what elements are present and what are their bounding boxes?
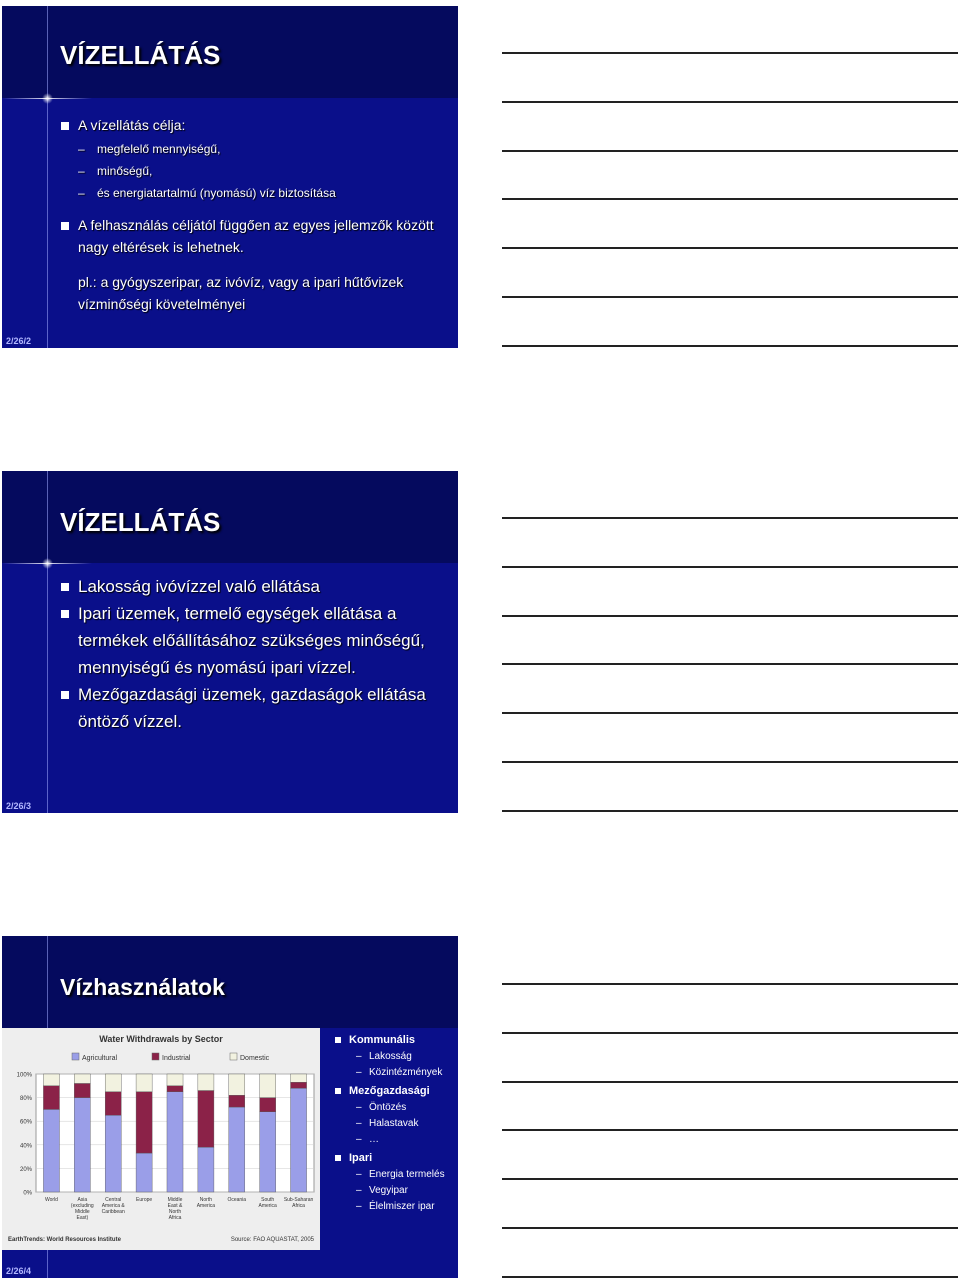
slide-title: VÍZELLÁTÁS bbox=[60, 40, 221, 70]
chart-title: Water Withdrawals by Sector bbox=[99, 1034, 223, 1044]
y-tick-label: 80% bbox=[19, 1096, 32, 1103]
usage-item: Mezőgazdasági – Öntözés – Halastavak – … bbox=[335, 1083, 445, 1148]
note-line bbox=[502, 663, 958, 665]
usage-sub-item: – Energia termelés bbox=[349, 1167, 445, 1183]
usage-sub-list bbox=[349, 1049, 445, 1081]
bar-segment-agricultural bbox=[74, 1098, 90, 1192]
bar-segment-domestic bbox=[198, 1074, 214, 1091]
x-tick-label: South America bbox=[258, 1197, 277, 1209]
y-tick-label: 0% bbox=[23, 1190, 32, 1197]
usage-item: Ipari – Energia termelés – Vegyipar – Élelmiszer ipar bbox=[335, 1150, 445, 1215]
bar-segment-agricultural bbox=[291, 1088, 307, 1192]
bar-segment-agricultural bbox=[43, 1109, 59, 1192]
note-line bbox=[502, 1227, 958, 1229]
bullet-item: A felhasználás céljától függően az egyes jellemzők között nagy eltérések is lehetnek. pl.: a gyógyszeripar, az ivóvíz, vagy a ipari hűtővizek vízminőségi követelményei bbox=[60, 214, 440, 315]
note-line bbox=[502, 247, 958, 249]
usage-sub-list bbox=[349, 1167, 445, 1215]
bar-segment-agricultural bbox=[260, 1112, 276, 1192]
note-line bbox=[502, 345, 958, 347]
bullet-list bbox=[60, 114, 440, 315]
note-line bbox=[502, 150, 958, 152]
note-line bbox=[502, 615, 958, 617]
usage-list bbox=[335, 1032, 445, 1217]
usage-sub-item: – Öntözés bbox=[349, 1100, 445, 1116]
note-line bbox=[502, 810, 958, 812]
sub-item: – minőségű, bbox=[78, 160, 440, 182]
chart-svg bbox=[2, 1028, 320, 1250]
bar-segment-agricultural bbox=[105, 1115, 121, 1192]
sparkle-icon bbox=[42, 93, 53, 104]
y-tick-label: 100% bbox=[16, 1072, 32, 1079]
note-line bbox=[502, 1129, 958, 1131]
bullet-list bbox=[60, 573, 440, 735]
slide-title: Vízhasználatok bbox=[60, 974, 225, 1000]
y-tick-label: 20% bbox=[19, 1166, 32, 1173]
bullet-item: Lakosság ivóvízzel való ellátása bbox=[60, 573, 440, 600]
bar-segment-agricultural bbox=[167, 1092, 183, 1192]
bar-segment-domestic bbox=[74, 1074, 90, 1083]
note-line bbox=[502, 101, 958, 103]
bar-segment-industrial bbox=[43, 1086, 59, 1110]
x-tick-label: Sub-Saharan Africa bbox=[283, 1197, 314, 1209]
note-line bbox=[502, 52, 958, 54]
bullet-item: Mezőgazdasági üzemek, gazdaságok ellátása öntöző vízzel. bbox=[60, 681, 440, 735]
bar-segment-industrial bbox=[105, 1092, 121, 1116]
note-line bbox=[502, 712, 958, 714]
slide-footer: 2/26/2 bbox=[6, 336, 32, 346]
bar-segment-industrial bbox=[74, 1083, 90, 1097]
chart-source: Source: FAO AQUASTAT, 2005 bbox=[230, 1237, 314, 1243]
legend-label: Agricultural bbox=[82, 1055, 118, 1062]
note-line bbox=[502, 1032, 958, 1034]
x-tick-label: World bbox=[44, 1197, 58, 1203]
x-tick-label: Middle East & North Africa bbox=[167, 1197, 183, 1221]
slide-footer: 2/26/3 bbox=[6, 801, 32, 811]
bar-segment-domestic bbox=[105, 1074, 121, 1092]
bar-segment-domestic bbox=[260, 1074, 276, 1098]
bar-segment-domestic bbox=[43, 1074, 59, 1086]
x-tick-label: Oceania bbox=[227, 1197, 247, 1203]
note-line bbox=[502, 517, 958, 519]
slide-1 bbox=[2, 6, 458, 348]
bar-segment-industrial bbox=[198, 1091, 214, 1148]
note-line bbox=[502, 566, 958, 568]
legend-swatch bbox=[152, 1053, 159, 1060]
sub-item: – megfelelő mennyiségű, bbox=[78, 138, 440, 160]
usage-item: Kommunális – Lakosság – Közintézmények bbox=[335, 1032, 445, 1081]
bar-segment-industrial bbox=[291, 1082, 307, 1088]
bullet-item: Ipari üzemek, termelő egységek ellátása a termékek előállításához szükséges minőségű, mennyiségű és nyomású ipari vízzel. bbox=[60, 600, 440, 681]
usage-sub-item: – Lakosság bbox=[349, 1049, 445, 1065]
note-line bbox=[502, 983, 958, 985]
bullet-item: A vízellátás célja: – megfelelő mennyiségű, – minőségű, – és energiatartalmú (nyomású) víz biztosítása bbox=[60, 114, 440, 204]
slide-2 bbox=[2, 471, 458, 813]
legend-swatch bbox=[230, 1053, 237, 1060]
bar-segment-domestic bbox=[167, 1074, 183, 1086]
y-tick-label: 40% bbox=[19, 1143, 32, 1150]
sub-list bbox=[78, 138, 440, 204]
slide-footer: 2/26/4 bbox=[6, 1266, 32, 1276]
bar-segment-industrial bbox=[167, 1086, 183, 1092]
bar-segment-domestic bbox=[291, 1074, 307, 1082]
note-line bbox=[502, 1178, 958, 1180]
example-text: pl.: a gyógyszeripar, az ivóvíz, vagy a ipari hűtővizek vízminőségi követelményei bbox=[78, 274, 404, 312]
slide-title: VÍZELLÁTÁS bbox=[60, 507, 221, 537]
usage-sub-item: – Halastavak bbox=[349, 1116, 445, 1132]
water-withdrawals-chart bbox=[2, 1028, 320, 1250]
y-tick-label: 60% bbox=[19, 1119, 32, 1126]
legend-label: Domestic bbox=[240, 1055, 270, 1062]
usage-sub-item: – Vegyipar bbox=[349, 1183, 445, 1199]
bar-segment-agricultural bbox=[198, 1147, 214, 1192]
bar-segment-domestic bbox=[136, 1074, 152, 1092]
x-tick-label: North America bbox=[196, 1197, 216, 1209]
bar-segment-industrial bbox=[229, 1095, 245, 1107]
legend-swatch bbox=[72, 1053, 79, 1060]
note-line bbox=[502, 761, 958, 763]
bar-segment-industrial bbox=[260, 1098, 276, 1112]
bar-segment-agricultural bbox=[229, 1107, 245, 1192]
x-tick-label: Asia (excluding Middle East) bbox=[70, 1197, 94, 1221]
note-line bbox=[502, 198, 958, 200]
note-line bbox=[502, 1276, 958, 1278]
slide-3 bbox=[2, 936, 458, 1278]
legend-label: Industrial bbox=[162, 1055, 191, 1062]
note-line bbox=[502, 296, 958, 298]
sub-item: – és energiatartalmú (nyomású) víz biztosítása bbox=[78, 182, 440, 204]
usage-sub-item: – Élelmiszer ipar bbox=[349, 1199, 445, 1215]
usage-sub-list bbox=[349, 1100, 445, 1148]
note-line bbox=[502, 1081, 958, 1083]
bar-segment-industrial bbox=[136, 1092, 152, 1153]
x-tick-label: Central America & Caribbean bbox=[101, 1197, 125, 1215]
usage-sub-item: – Közintézmények bbox=[349, 1065, 445, 1081]
sparkle-icon bbox=[42, 558, 53, 569]
usage-sub-item: – … bbox=[349, 1132, 445, 1148]
bar-segment-agricultural bbox=[136, 1153, 152, 1192]
x-tick-label: Europe bbox=[136, 1197, 153, 1203]
bar-segment-domestic bbox=[229, 1074, 245, 1095]
chart-credit: EarthTrends: World Resources Institute bbox=[8, 1237, 121, 1243]
